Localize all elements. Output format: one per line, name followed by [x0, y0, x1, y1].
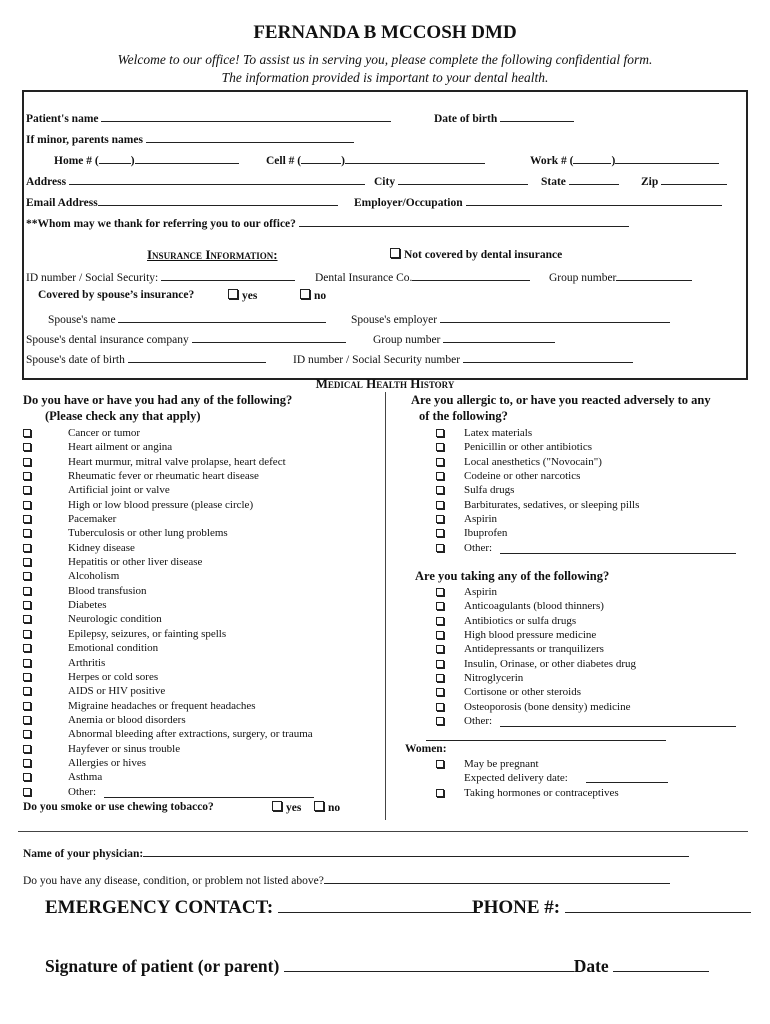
list-item-label: Aspirin — [464, 586, 497, 598]
phone-row — [472, 894, 751, 919]
conditions-question: Do you have or have you had any of the following? — [23, 393, 293, 407]
spouse-company-row — [26, 331, 346, 346]
patient-name-label: Patient's name — [26, 113, 99, 125]
checkbox[interactable] — [23, 745, 31, 753]
list-item[interactable] — [23, 598, 373, 612]
medications-list — [436, 585, 746, 728]
list-item[interactable] — [436, 483, 746, 497]
spouse-id-label: ID number / Social Security number — [293, 354, 461, 366]
checkbox[interactable] — [23, 644, 31, 652]
work-paren: ) — [611, 155, 616, 167]
checkbox[interactable] — [436, 501, 444, 509]
spouse-dob-row — [26, 351, 266, 366]
signature-label: Signature of patient (or parent) — [45, 956, 280, 976]
list-item-label: Ibuprofen — [464, 527, 508, 540]
other-field[interactable] — [104, 786, 314, 798]
spouse-company-label: Spouse's dental insurance company — [26, 334, 189, 346]
list-item[interactable] — [436, 426, 746, 440]
smoke-question: Do you smoke or use chewing tobacco? — [23, 801, 214, 813]
checkbox[interactable] — [23, 515, 31, 523]
list-item[interactable] — [436, 599, 746, 613]
other-condition-row — [23, 872, 670, 887]
checkbox[interactable] — [23, 673, 31, 681]
list-item[interactable] — [436, 526, 746, 540]
list-item[interactable] — [436, 700, 746, 714]
spouse-name-field[interactable] — [118, 311, 326, 323]
checkbox[interactable] — [436, 486, 444, 494]
list-item-label: Kidney disease — [68, 541, 135, 554]
list-item[interactable] — [436, 642, 746, 656]
city-row — [374, 173, 528, 188]
dob-field[interactable] — [500, 110, 574, 122]
home-phone-row — [54, 152, 239, 167]
list-item[interactable] — [436, 614, 746, 628]
list-item-label: Allergies or hives — [68, 756, 147, 769]
list-item[interactable] — [23, 670, 373, 684]
other-condition-field[interactable] — [324, 872, 670, 884]
patient-name-field[interactable] — [101, 110, 391, 122]
email-row — [26, 194, 338, 209]
list-item-label: Emotional condition — [68, 642, 159, 655]
spouse-id-row — [293, 351, 633, 366]
list-item[interactable] — [23, 512, 373, 526]
cell-area-code-field[interactable] — [301, 152, 341, 164]
checkbox[interactable] — [436, 544, 444, 552]
list-item[interactable] — [436, 512, 746, 526]
checkbox[interactable] — [436, 631, 444, 639]
checkbox[interactable] — [23, 759, 31, 767]
delivery-field[interactable] — [586, 771, 668, 783]
list-item-label: Insulin, Orinase, or other diabetes drug — [464, 657, 636, 670]
list-item-label: Antidepressants or tranquilizers — [464, 643, 604, 656]
state-label: State — [541, 176, 566, 188]
list-item-label: Other: — [464, 541, 493, 554]
checkbox[interactable] — [23, 716, 31, 724]
email-label: Email Address — [26, 197, 98, 209]
list-item-label: Pacemaker — [68, 513, 117, 526]
list-item[interactable] — [436, 714, 746, 728]
list-item-label: High or low blood pressure (please circle) — [68, 498, 254, 511]
list-item[interactable] — [23, 426, 373, 440]
spouse-name-label: Spouse's name — [48, 314, 116, 326]
spouse-no-checkbox[interactable] — [300, 289, 310, 299]
list-item-label: Neurologic condition — [68, 613, 162, 626]
medications-question: Are you taking any of the following? — [415, 569, 610, 583]
list-item[interactable] — [436, 541, 746, 555]
checkbox[interactable] — [23, 630, 31, 638]
list-item[interactable] — [23, 713, 373, 727]
women-label: Women: — [405, 743, 447, 755]
physician-row — [23, 845, 689, 860]
home-phone-field[interactable] — [135, 152, 239, 164]
checkbox[interactable] — [436, 515, 444, 523]
checkbox[interactable] — [23, 529, 31, 537]
list-item-label: Hayfever or sinus trouble — [68, 742, 181, 755]
zip-label: Zip — [641, 176, 659, 188]
hormones-checkbox[interactable] — [436, 789, 444, 797]
checkbox[interactable] — [436, 529, 444, 537]
list-item-label: Tuberculosis or other lung problems — [68, 527, 228, 540]
list-item[interactable] — [23, 526, 373, 540]
list-item-label: Hepatitis or other liver disease — [68, 556, 203, 569]
state-field[interactable] — [569, 173, 619, 185]
list-item[interactable] — [23, 455, 373, 469]
list-item[interactable] — [23, 627, 373, 641]
list-item[interactable] — [23, 641, 373, 655]
list-item-label: Migraine headaches or frequent headaches — [68, 699, 256, 712]
spouse-name-row — [48, 311, 326, 326]
cell-paren: ) — [341, 155, 345, 167]
spouse-yes-checkbox[interactable] — [228, 289, 238, 299]
column-divider — [385, 392, 386, 820]
intro-line-1: Welcome to our office! To assist us in serving you, please complete the following confidential form. — [117, 52, 653, 67]
list-item-label: Asthma — [68, 771, 103, 784]
parents-label: If minor, parents names — [26, 134, 143, 146]
referral-row — [26, 215, 629, 230]
conditions-instruction: (Please check any that apply) — [45, 409, 201, 423]
group-number-field[interactable] — [616, 269, 692, 281]
checkbox[interactable] — [23, 558, 31, 566]
checkbox[interactable] — [23, 486, 31, 494]
insurance-company-field[interactable] — [412, 269, 530, 281]
not-covered-option[interactable] — [390, 248, 562, 261]
list-item[interactable] — [23, 684, 373, 698]
smoke-no-checkbox[interactable] — [314, 801, 324, 811]
checkbox[interactable] — [23, 601, 31, 609]
signature-date-field[interactable] — [613, 954, 709, 972]
id-ssn-field[interactable] — [161, 269, 295, 281]
list-item[interactable] — [23, 555, 373, 569]
list-item[interactable] — [436, 657, 746, 671]
address-field[interactable] — [69, 173, 365, 185]
other-field[interactable] — [500, 715, 736, 727]
cell-phone-row — [266, 152, 485, 167]
list-item[interactable] — [23, 541, 373, 555]
spouse-no-label: no — [314, 290, 327, 302]
insurance-company-row — [315, 269, 530, 284]
hormones-item[interactable] — [436, 786, 746, 800]
phone-label: PHONE #: — [472, 897, 561, 918]
list-item[interactable] — [23, 469, 373, 483]
list-item-label: Anticoagulants (blood thinners) — [464, 600, 604, 613]
referral-field[interactable] — [299, 215, 629, 227]
list-item-label: Blood transfusion — [68, 584, 147, 597]
list-item[interactable] — [23, 656, 373, 670]
list-item-label: Antibiotics or sulfa drugs — [464, 614, 577, 627]
checkbox[interactable] — [23, 544, 31, 552]
list-item-label: Barbiturates, sedatives, or sleeping pills — [464, 498, 640, 511]
employer-row — [354, 194, 722, 209]
list-item-label: AIDS or HIV positive — [68, 685, 166, 698]
group-number-row — [549, 269, 692, 284]
list-item-label: Heart ailment or angina — [68, 441, 173, 454]
allergies-list — [436, 426, 746, 555]
insurance-company-label: Dental Insurance Co. — [315, 272, 413, 284]
checkbox[interactable] — [436, 602, 444, 610]
signature-row — [45, 954, 709, 977]
date-label: Date — [573, 956, 609, 976]
checkbox[interactable] — [23, 659, 31, 667]
address-row — [26, 173, 365, 188]
zip-row — [641, 173, 727, 188]
checkbox[interactable] — [436, 717, 444, 725]
spouse-dob-label: Spouse's date of birth — [26, 354, 125, 366]
delivery-label: Expected delivery date: — [464, 772, 568, 785]
checkbox[interactable] — [23, 702, 31, 710]
pregnant-item[interactable] — [436, 757, 746, 771]
checkbox[interactable] — [436, 443, 444, 451]
list-item-label: Osteoporosis (bone density) medicine — [464, 700, 631, 713]
list-item[interactable] — [23, 612, 373, 626]
checkbox[interactable] — [23, 443, 31, 451]
spouse-group-field[interactable] — [443, 331, 555, 343]
list-item[interactable] — [436, 585, 746, 599]
spouse-dob-field[interactable] — [128, 351, 266, 363]
list-item[interactable] — [23, 742, 373, 756]
parents-field[interactable] — [146, 131, 354, 143]
list-item-label: Other: — [68, 785, 97, 798]
list-item-label: Latex materials — [464, 427, 533, 439]
cell-phone-field[interactable] — [345, 152, 485, 164]
employer-field[interactable] — [466, 194, 722, 206]
list-item-label: Penicillin or other antibiotics — [464, 441, 593, 454]
address-label: Address — [26, 176, 67, 188]
email-field[interactable] — [98, 194, 338, 206]
list-item-label: Cancer or tumor — [68, 427, 141, 439]
spouse-yes-label: yes — [242, 290, 258, 302]
id-ssn-row — [26, 269, 295, 284]
other-condition-label: Do you have any disease, condition, or problem not listed above? — [23, 875, 324, 887]
checkbox[interactable] — [23, 730, 31, 738]
checkbox[interactable] — [23, 458, 31, 466]
checkbox[interactable] — [23, 687, 31, 695]
list-item-label: Epilepsy, seizures, or fainting spells — [68, 627, 227, 640]
work-phone-field[interactable] — [615, 152, 719, 164]
list-item-label: Arthritis — [68, 656, 106, 669]
hormones-label: Taking hormones or contraceptives — [464, 786, 619, 799]
spouse-employer-field[interactable] — [440, 311, 670, 323]
spouse-covered-yes[interactable] — [228, 289, 257, 302]
zip-field[interactable] — [661, 173, 727, 185]
list-item-label: Artificial joint or valve — [68, 484, 170, 497]
list-item-label: High blood pressure medicine — [464, 629, 597, 642]
state-row — [541, 173, 619, 188]
medications-extra-line[interactable] — [426, 729, 666, 741]
smoke-no-label: no — [328, 802, 341, 814]
allergy-question-cont: of the following? — [419, 409, 508, 423]
patient-name-row — [26, 110, 391, 125]
smoke-yes-checkbox[interactable] — [272, 801, 282, 811]
list-item-label: Other: — [464, 715, 493, 728]
checkbox[interactable] — [436, 660, 444, 668]
list-item[interactable] — [436, 628, 746, 642]
list-item[interactable] — [23, 699, 373, 713]
spouse-company-field[interactable] — [192, 331, 346, 343]
intro-line-2: The information provided is important to your dental health. — [221, 70, 549, 85]
referral-label: **Whom may we thank for referring you to our office? — [26, 218, 296, 230]
city-field[interactable] — [398, 173, 528, 185]
spouse-covered-label: Covered by spouse’s insurance? — [38, 289, 195, 301]
list-item[interactable] — [23, 498, 373, 512]
work-phone-label: Work # ( — [530, 155, 574, 167]
spouse-group-label: Group number — [373, 334, 441, 346]
delivery-item — [436, 771, 746, 785]
id-ssn-label: ID number / Social Security: — [26, 272, 159, 284]
spouse-covered-no[interactable] — [300, 289, 326, 302]
checkbox[interactable] — [23, 429, 31, 437]
checkbox[interactable] — [23, 572, 31, 580]
checkbox[interactable] — [23, 472, 31, 480]
list-item[interactable] — [436, 455, 746, 469]
dob-label: Date of birth — [434, 113, 498, 125]
dob-row — [434, 110, 574, 125]
pregnant-label: May be pregnant — [464, 758, 539, 770]
checkbox[interactable] — [436, 688, 444, 696]
list-item[interactable] — [436, 469, 746, 483]
list-item[interactable] — [23, 727, 373, 741]
medications-extra-line-wrap — [426, 729, 666, 744]
spouse-employer-label: Spouse's employer — [351, 314, 438, 326]
list-item[interactable] — [23, 756, 373, 770]
checkbox[interactable] — [436, 588, 444, 596]
list-item-label: Codeine or other narcotics — [464, 470, 581, 483]
insurance-heading: Insurance Information: — [147, 247, 278, 262]
list-item-label: Aspirin — [464, 513, 497, 526]
list-item-label: Heart murmur, mitral valve prolapse, heart defect — [68, 455, 286, 468]
list-item[interactable] — [23, 785, 373, 799]
signature-field[interactable] — [284, 954, 574, 972]
women-list — [436, 757, 746, 800]
work-phone-row — [530, 152, 719, 167]
not-covered-checkbox[interactable] — [390, 248, 400, 258]
list-item[interactable] — [436, 440, 746, 454]
list-item[interactable] — [23, 770, 373, 784]
home-area-code-field[interactable] — [99, 152, 131, 164]
list-item-label: Diabetes — [68, 599, 107, 612]
list-item-label: Rheumatic fever or rheumatic heart disease — [68, 470, 259, 483]
cell-phone-label: Cell # ( — [266, 155, 302, 167]
other-field[interactable] — [500, 542, 736, 554]
physician-field[interactable] — [143, 845, 689, 857]
employer-label: Employer/Occupation — [354, 197, 463, 209]
checkbox[interactable] — [436, 458, 444, 466]
allergy-question: Are you allergic to, or have you reacted adversely to any — [411, 393, 711, 407]
checkbox[interactable] — [436, 617, 444, 625]
checkbox[interactable] — [23, 501, 31, 509]
checkbox[interactable] — [436, 645, 444, 653]
conditions-list — [23, 426, 373, 799]
list-item-label: Herpes or cold sores — [68, 670, 159, 683]
medical-heading: Medical Health History — [315, 376, 455, 391]
spouse-id-field[interactable] — [463, 351, 633, 363]
list-item[interactable] — [23, 584, 373, 598]
emergency-phone-field[interactable] — [565, 894, 751, 913]
physician-label: Name of your physician: — [23, 848, 144, 860]
list-item-label: Sulfa drugs — [464, 484, 515, 497]
list-item[interactable] — [23, 569, 373, 583]
checkbox[interactable] — [23, 788, 31, 796]
pregnant-checkbox[interactable] — [436, 760, 444, 768]
work-area-code-field[interactable] — [573, 152, 611, 164]
list-item[interactable] — [23, 483, 373, 497]
checkbox[interactable] — [436, 472, 444, 480]
smoke-no-option[interactable] — [314, 801, 340, 814]
checkbox[interactable] — [23, 773, 31, 781]
parents-row — [26, 131, 354, 146]
insurance-heading-wrap — [147, 247, 278, 263]
not-covered-label: Not covered by dental insurance — [404, 249, 563, 261]
city-label: City — [374, 176, 396, 188]
list-item[interactable] — [436, 498, 746, 512]
spouse-employer-row — [351, 311, 670, 326]
list-item[interactable] — [23, 440, 373, 454]
emergency-label: EMERGENCY CONTACT: — [45, 897, 274, 918]
list-item-label: Anemia or blood disorders — [68, 713, 186, 726]
list-item[interactable] — [436, 685, 746, 699]
practice-title: FERNANDA B MCCOSH DMD — [253, 22, 517, 43]
emergency-row — [45, 894, 480, 919]
list-item-label: Alcoholism — [68, 570, 120, 583]
checkbox[interactable] — [23, 615, 31, 623]
smoke-yes-label: yes — [286, 802, 302, 814]
home-phone-label: Home # ( — [54, 155, 99, 167]
checkbox[interactable] — [436, 429, 444, 437]
home-paren: ) — [130, 155, 135, 167]
spouse-group-row — [373, 331, 555, 346]
list-item-label: Abnormal bleeding after extractions, surgery, or trauma — [68, 728, 313, 741]
checkbox[interactable] — [23, 587, 31, 595]
medical-heading-wrap — [0, 376, 770, 392]
smoke-yes-option[interactable] — [272, 801, 301, 814]
emergency-contact-field[interactable] — [278, 894, 480, 913]
section-divider — [18, 831, 748, 832]
checkbox[interactable] — [436, 674, 444, 682]
list-item-label: Cortisone or other steroids — [464, 686, 582, 699]
list-item[interactable] — [436, 671, 746, 685]
list-item-label: Local anesthetics ("Novocain") — [464, 455, 602, 468]
group-number-label: Group number — [549, 272, 617, 284]
list-item-label: Nitroglycerin — [464, 672, 524, 685]
checkbox[interactable] — [436, 703, 444, 711]
